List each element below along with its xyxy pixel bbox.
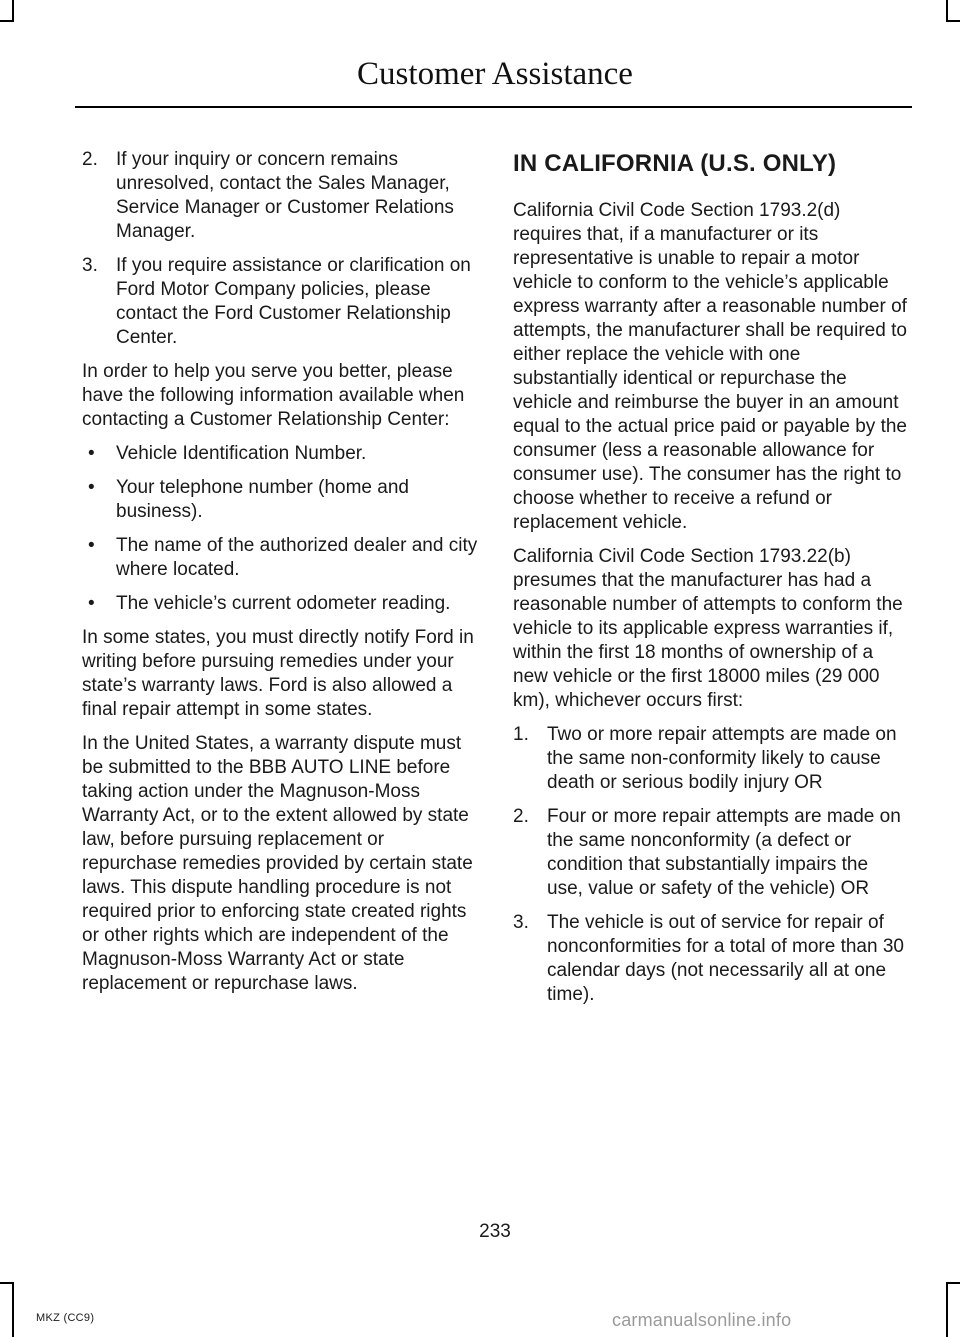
list-item [513,911,909,1007]
bullet-text: The vehicle’s current odometer reading. [116,593,451,614]
page-title: Customer Assistance [357,56,633,92]
list-item [513,723,909,795]
bullet-item [82,592,482,616]
us-dispute-paragraph: In the United States, a warranty dispute must be submitted to the BBB AUTO LINE before taking action under the Magnuson-Moss Warranty Act, or to the extent allowed by state law, before pursuing replacement or repurchase remedies provided by certain state laws. This dispute handling procedure is not required prior to enforcing state created rights or other rights which are independent of the Magnuson-Moss Warranty Act or state replacement or repurchase laws. [82,733,473,994]
bullet-item [82,534,482,582]
bullet-item [82,476,482,524]
list-item-text: If your inquiry or concern remains unresolved, contact the Sales Manager, Service Manager or Customer Relations Manager. [116,149,454,242]
bullet-text: Your telephone number (home and business). [116,477,409,522]
crop-mark-bottom-right-h [946,1282,960,1284]
bullet-text: The name of the authorized dealer and city where located. [116,535,478,580]
bullet-text: Vehicle Identification Number. [116,443,367,464]
crop-mark-top-left-h [0,20,14,22]
intro-paragraph: In order to help you serve you better, please have the following information available when contacting a Customer Relationship Center: [82,361,465,430]
crop-mark-bottom-right-v [946,1282,948,1337]
list-item-text: The vehicle is out of service for repair of nonconformities for a total of more than 30 calendar days (not necessarily all at one time). [547,912,904,1005]
bullet-icon: • [88,443,95,464]
document-code: MKZ (CC9) [36,1312,95,1324]
crop-mark-top-right-v [946,0,948,20]
page-number: 233 [479,1221,511,1242]
bullet-icon: • [88,535,95,556]
list-item-text: If you require assistance or clarification on Ford Motor Company policies, please contact the Ford Customer Relationship Center. [116,255,471,348]
list-item-text: Four or more repair attempts are made on the same nonconformity (a defect or condition that substantially impairs the use, value or safety of the vehicle) OR [547,806,901,899]
list-marker: 3. [82,255,98,276]
section-heading: IN CALIFORNIA (U.S. ONLY) [513,150,837,177]
crop-mark-bottom-left-h [0,1282,14,1284]
crop-mark-bottom-left-v [12,1282,14,1337]
list-item [82,148,482,244]
list-marker: 1. [513,724,529,745]
bullet-item [82,442,482,466]
states-paragraph: In some states, you must directly notify Ford in writing before pursuing remedies under your state’s warranty laws. Ford is also allowed a final repair attempt in some states. [82,627,474,720]
california-paragraph-2: California Civil Code Section 1793.22(b) presumes that the manufacturer has had a reasonable number of attempts to conform the vehicle to its applicable express warranties if, within the first 18 months of ownership of a new vehicle or the first 18000 miles (29 000 km), whichever occurs first: [513,546,903,711]
bullet-icon: • [88,593,95,614]
watermark: carmanualsonline.info [612,1310,792,1330]
list-marker: 3. [513,912,529,933]
list-item [513,805,909,901]
list-item [82,254,482,350]
california-paragraph-1: California Civil Code Section 1793.2(d) requires that, if a manufacturer or its representative is unable to repair a motor vehicle to conform to the vehicle’s applicable express warranty after a reasonable number of attempts, the manufacturer shall be required to either replace the vehicle with one substantially identical or repurchase the vehicle and reimburse the buyer in an amount equal to the actual price paid or payable by the consumer (less a reasonable allowance for consumer use). The consumer has the right to choose whether to receive a refund or replacement vehicle. [513,200,907,533]
header-divider [75,106,912,108]
list-item-text: Two or more repair attempts are made on the same non-conformity likely to cause death or serious bodily injury OR [547,724,897,793]
list-marker: 2. [82,149,98,170]
left-column [82,148,482,1006]
crop-mark-top-right-h [946,20,960,22]
list-marker: 2. [513,806,529,827]
right-column [513,148,909,1017]
bullet-icon: • [88,477,95,498]
crop-mark-top-left-v [12,0,14,20]
